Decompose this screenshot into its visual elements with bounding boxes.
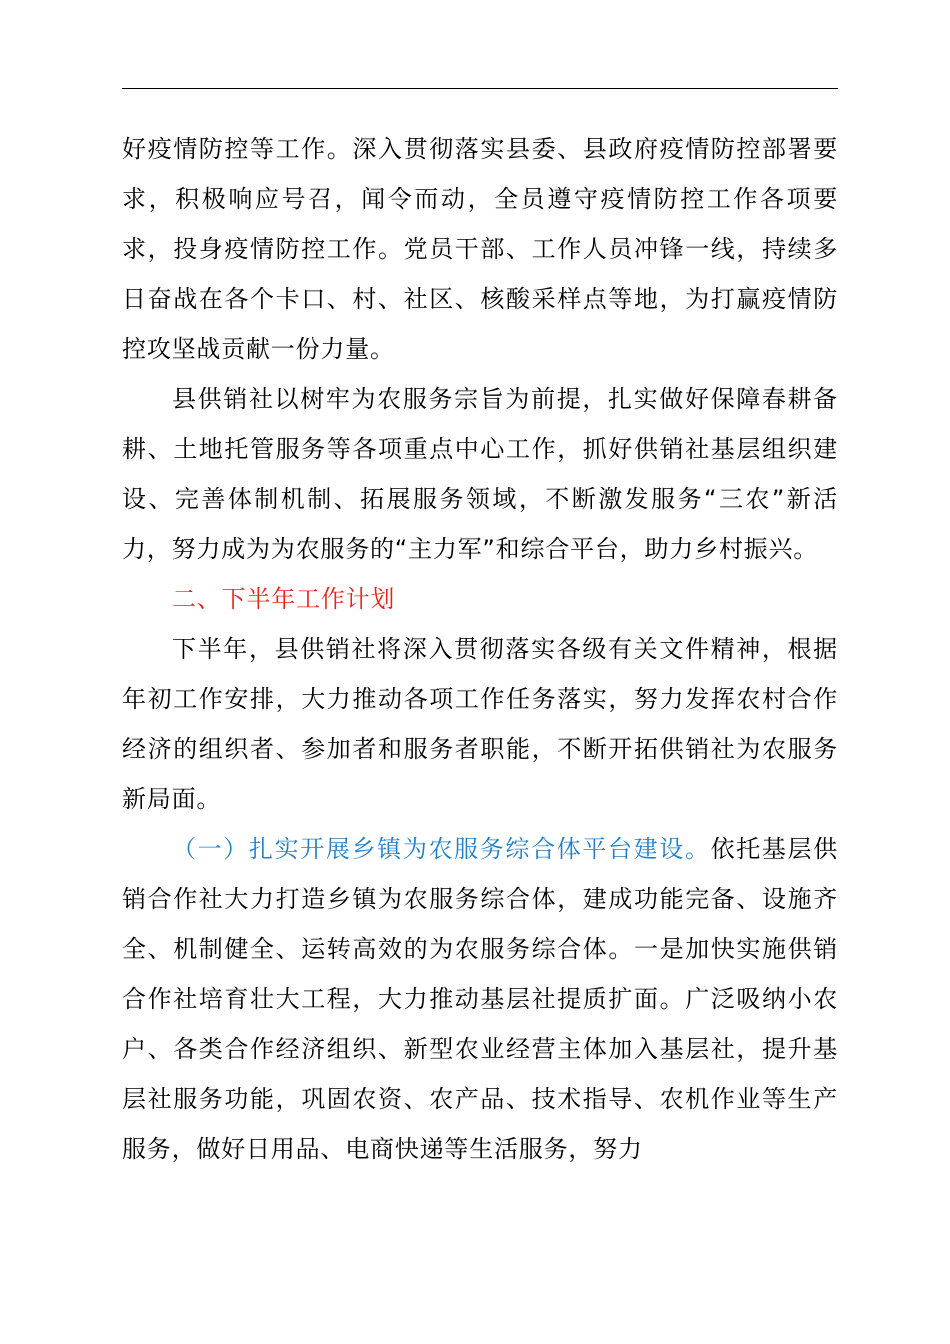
- subheading-service-complex: （一）扎实开展乡镇为农服务综合体平台建设。: [172, 835, 711, 863]
- section-heading-second-half-plan: 二、下半年工作计划: [172, 585, 396, 613]
- header-rule: [122, 88, 838, 89]
- paragraph-service-complex-body: 依托基层供销合作社大力打造乡镇为农服务综合体，建成功能完备、设施齐全、机制健全、运转高效的为农服务综合体。一是加快实施供销合作社培育壮大工程，大力推动基层社提质扩面。广泛吸纳小农户、各类合作经济组织、新型农业经营主体加入基层社，提升基层社服务功能，巩固农资、农产品、技术指导、农机作业等生产服务，做好日用品、电商快递等生活服务，努力: [122, 835, 838, 1163]
- document-body: [122, 124, 838, 1174]
- paragraph-service-complex: [122, 824, 838, 1174]
- paragraph-second-half-overview: 下半年，县供销社将深入贯彻落实各级有关文件精神，根据年初工作安排，大力推动各项工作任务落实，努力发挥农村合作经济的组织者、参加者和服务者职能，不断开拓供销社为农服务新局面。: [122, 635, 838, 813]
- paragraph-service-purpose: 县供销社以树牢为农服务宗旨为前提，扎实做好保障春耕备耕、土地托管服务等各项重点中心工作，抓好供销社基层组织建设、完善体制机制、拓展服务领域，不断激发服务“三农”新活力，努力成为为农服务的“主力军”和综合平台，助力乡村振兴。: [122, 385, 838, 563]
- paragraph-epidemic-prevention: 好疫情防控等工作。深入贯彻落实县委、县政府疫情防控部署要求，积极响应号召，闻令而动，全员遵守疫情防控工作各项要求，投身疫情防控工作。党员干部、工作人员冲锋一线，持续多日奋战在各个卡口、村、社区、核酸采样点等地，为打赢疫情防控攻坚战贡献一份力量。: [122, 135, 838, 363]
